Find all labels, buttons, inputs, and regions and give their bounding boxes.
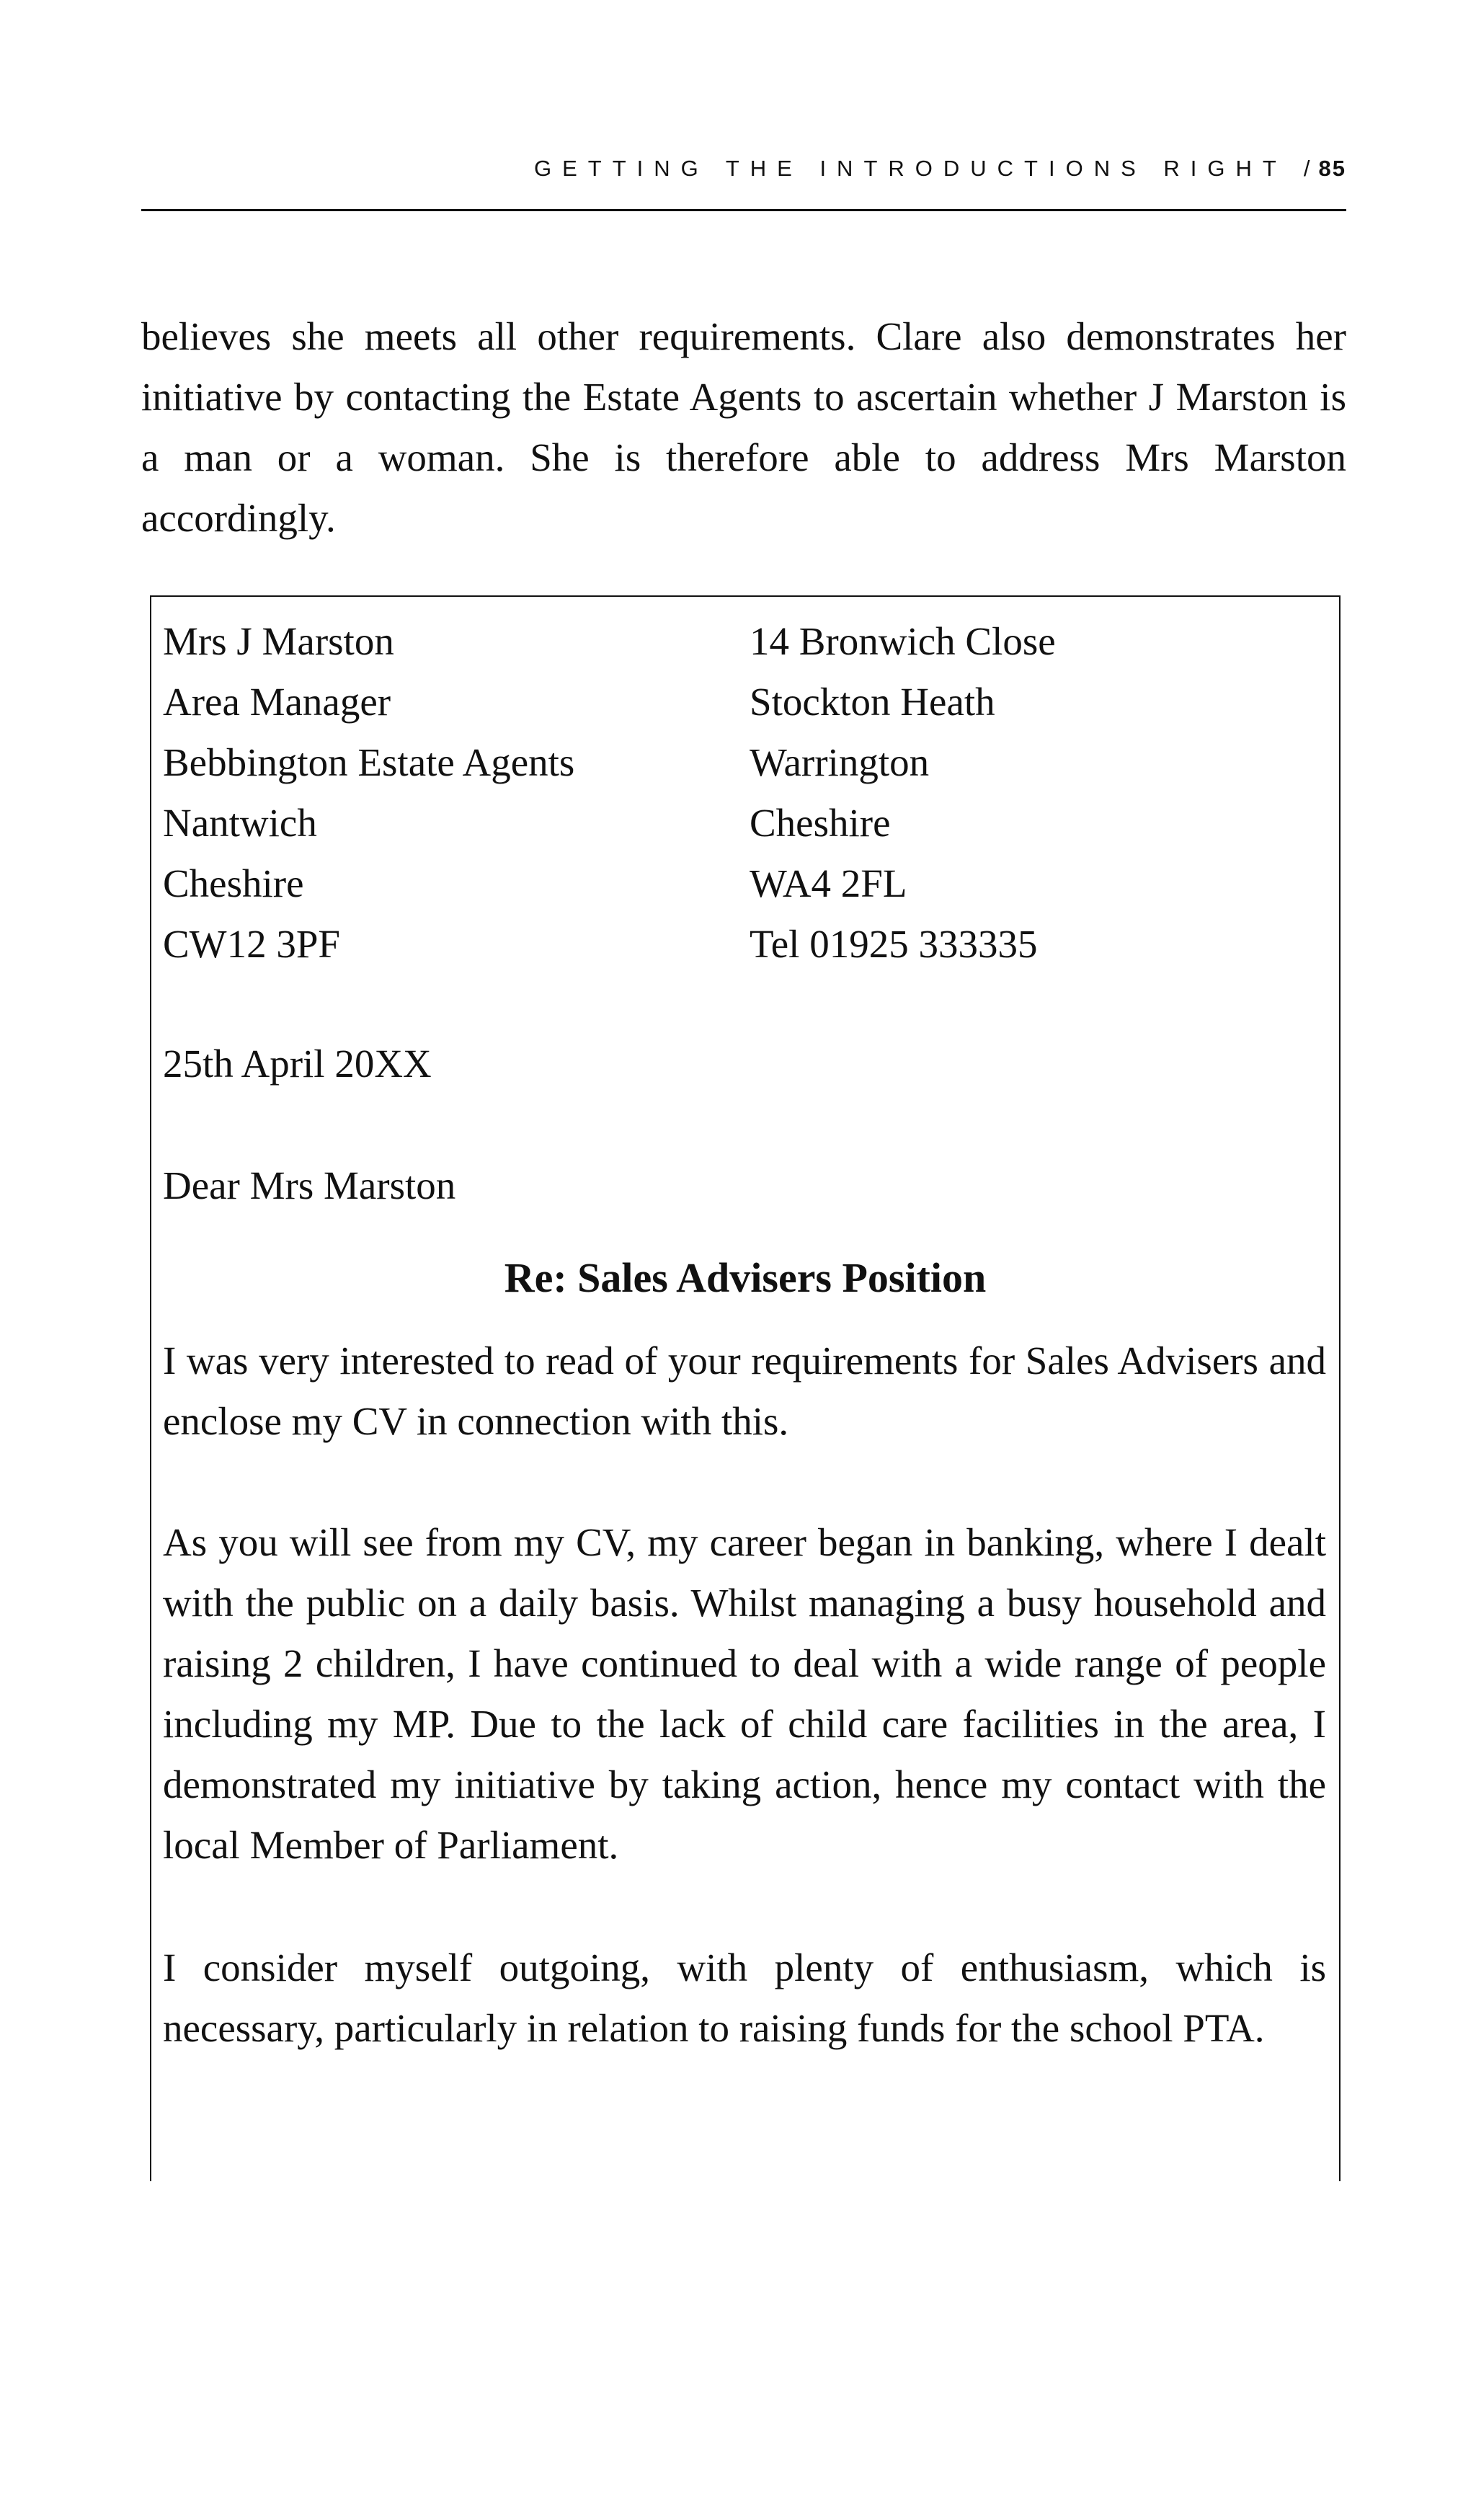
page-number: 85 (1318, 156, 1346, 181)
sender-address-line: 14 Bronwich Close (750, 619, 1056, 663)
sender-address-line: WA4 2FL (750, 861, 907, 905)
sender-address (750, 611, 1056, 975)
recipient-address-line: CW12 3PF (163, 922, 341, 966)
letter-box (150, 595, 1341, 2181)
running-head-title: GETTING THE INTRODUCTIONS RIGHT (534, 156, 1287, 181)
intro-paragraph: believes she meets all other requirements. Clare also demonstrates her initiative by contacting the Estate Agents to ascertain whether J Marston is a man or a woman. She is therefore able to address Mrs Marston accordingly. (141, 314, 1346, 540)
letter-date: 25th April 20XX (163, 1042, 432, 1086)
recipient-address-line: Mrs J Marston (163, 619, 394, 663)
recipient-address-line: Bebbington Estate Agents (163, 740, 575, 784)
running-head-separator: / (1303, 156, 1310, 181)
letter-salutation: Dear Mrs Marston (163, 1163, 456, 1207)
letter-paragraph: I consider myself outgoing, with plenty of enthusiasm, which is necessary, particularly in relation to raising funds for the school PTA. (163, 1946, 1326, 2050)
letter-paragraph: As you will see from my CV, my career began in banking, where I dealt with the public on a daily basis. Whilst managing a busy household and raising 2 children, I have continued to deal with a wide range of people including my MP. Due to the lack of child care facilities in the area, I demonstrated my initiative by taking action, hence my contact with the local Member of Parliament. (163, 1520, 1326, 1867)
letter-subject: Re: Sales Advisers Position (504, 1254, 987, 1301)
sender-address-line: Stockton Heath (750, 680, 995, 724)
sender-telephone: Tel 01925 333335 (750, 922, 1038, 966)
recipient-address-line: Cheshire (163, 861, 304, 905)
recipient-address (163, 611, 574, 975)
running-head (141, 157, 1346, 179)
recipient-address-line: Area Manager (163, 680, 391, 724)
letter-paragraph: I was very interested to read of your requirements for Sales Advisers and enclose my CV in connection with this. (163, 1339, 1326, 1443)
header-rule (141, 209, 1346, 211)
sender-address-line: Warrington (750, 740, 930, 784)
recipient-address-line: Nantwich (163, 801, 317, 845)
sender-address-line: Cheshire (750, 801, 891, 845)
